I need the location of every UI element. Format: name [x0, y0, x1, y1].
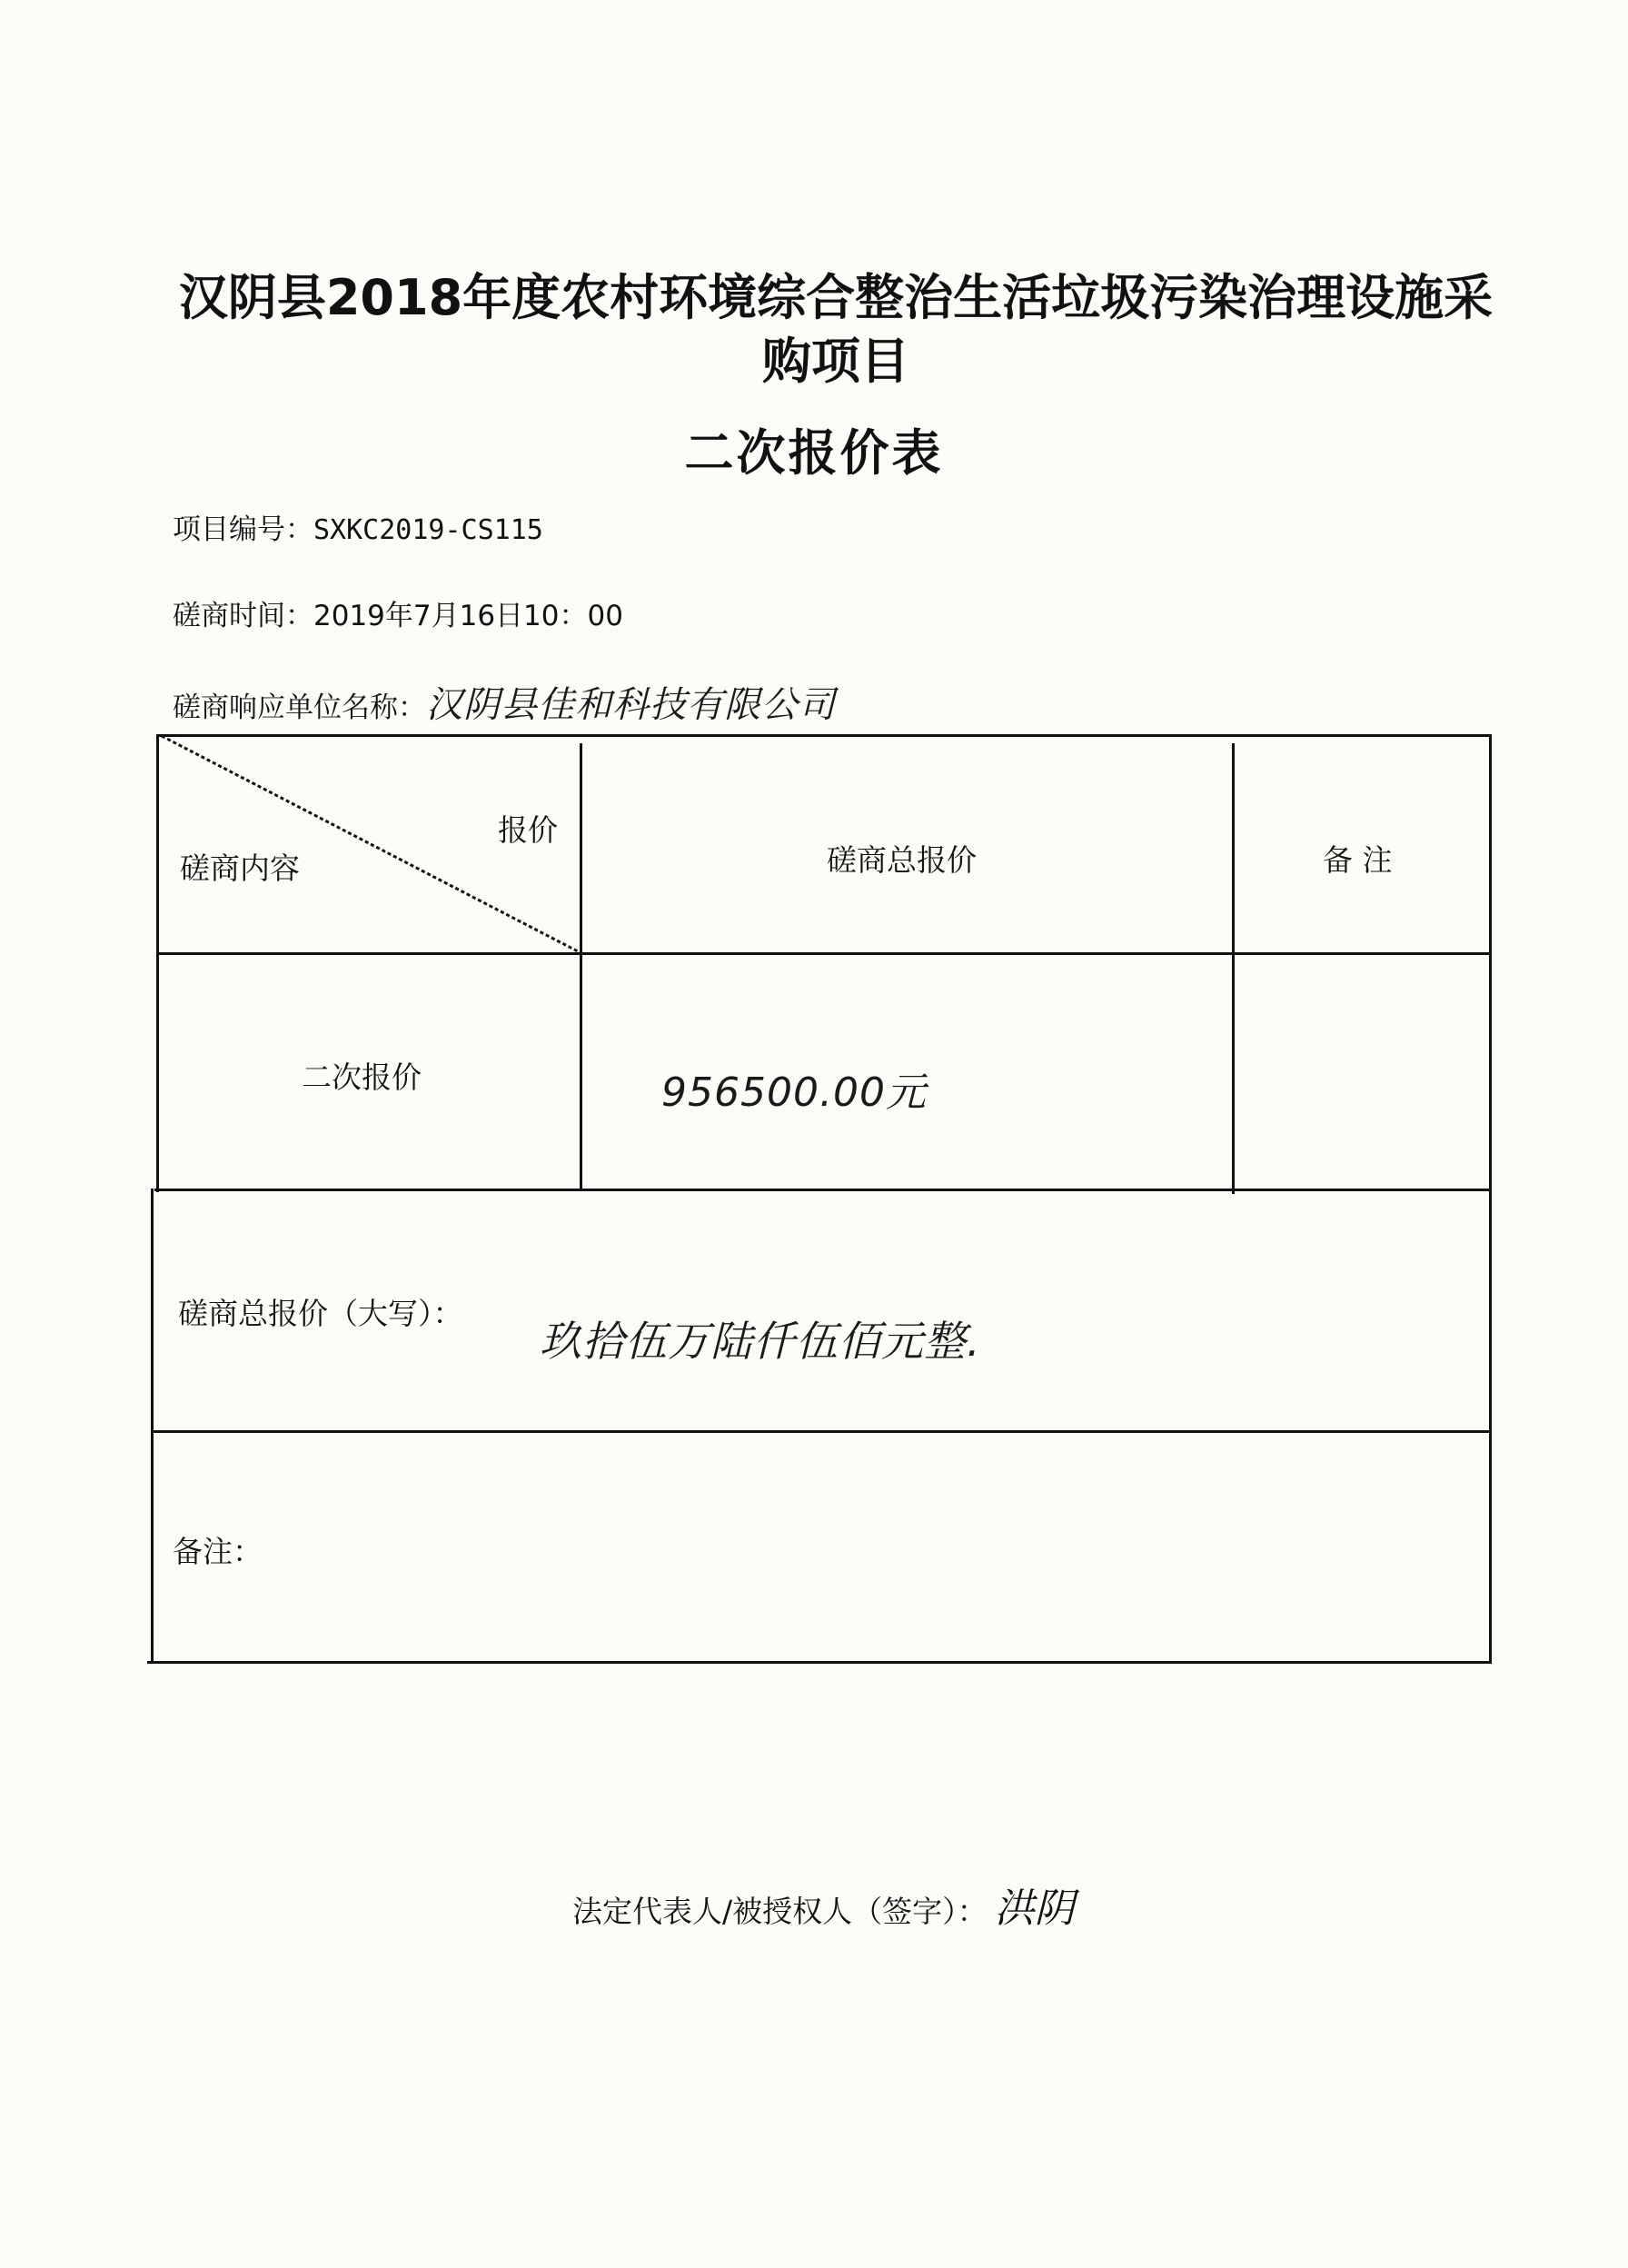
document-title-line2: 购项目 — [762, 333, 909, 390]
header-total-quote: 磋商总报价 — [827, 842, 977, 878]
table-border-left-lower — [151, 1189, 154, 1664]
project-number-value: SXKC2019-CS115 — [313, 514, 543, 546]
project-number-row — [173, 506, 543, 547]
bidder-name-row — [173, 676, 836, 728]
total-uppercase-label: 磋商总报价（大写）： — [178, 1296, 463, 1331]
total-uppercase-handwritten: 玖拾伍万陆仟伍佰元整. — [540, 1317, 981, 1366]
header-quote-label: 报价 — [498, 812, 558, 848]
consultation-time-label: 磋商时间： — [173, 600, 313, 632]
row-second-quote-label: 二次报价 — [302, 1059, 422, 1095]
table-rule-2 — [154, 1189, 1492, 1191]
table-border-right — [1489, 734, 1492, 1664]
signature-row — [572, 1875, 1075, 1934]
document-subtitle: 二次报价表 — [684, 424, 944, 482]
project-number-label: 项目编号： — [173, 513, 313, 546]
signature-label: 法定代表人/被授权人（签字）： — [572, 1894, 988, 1929]
bidder-name-handwritten: 汉阴县佳和科技有限公司 — [426, 684, 836, 726]
bidder-name-label: 磋商响应单位名称： — [173, 691, 426, 724]
table-border-bottom — [147, 1661, 1492, 1664]
consultation-time-value: 2019年7月16日10：00 — [313, 600, 623, 632]
consultation-time-row — [173, 592, 623, 633]
table-border-left-upper — [156, 734, 159, 1192]
signature-handwritten: 洪阴 — [994, 1885, 1075, 1932]
table-col-divider-2 — [1232, 743, 1235, 1194]
document-title-line1: 汉阴县2018年度农村环境综合整治生活垃圾污染治理设施采 — [178, 269, 1494, 326]
table-rule-3 — [151, 1430, 1492, 1433]
header-remark: 备 注 — [1323, 842, 1393, 878]
row-amount-handwritten: 956500.00元 — [661, 1069, 927, 1116]
remark-label: 备注： — [173, 1534, 263, 1569]
header-content-label: 磋商内容 — [180, 850, 300, 886]
